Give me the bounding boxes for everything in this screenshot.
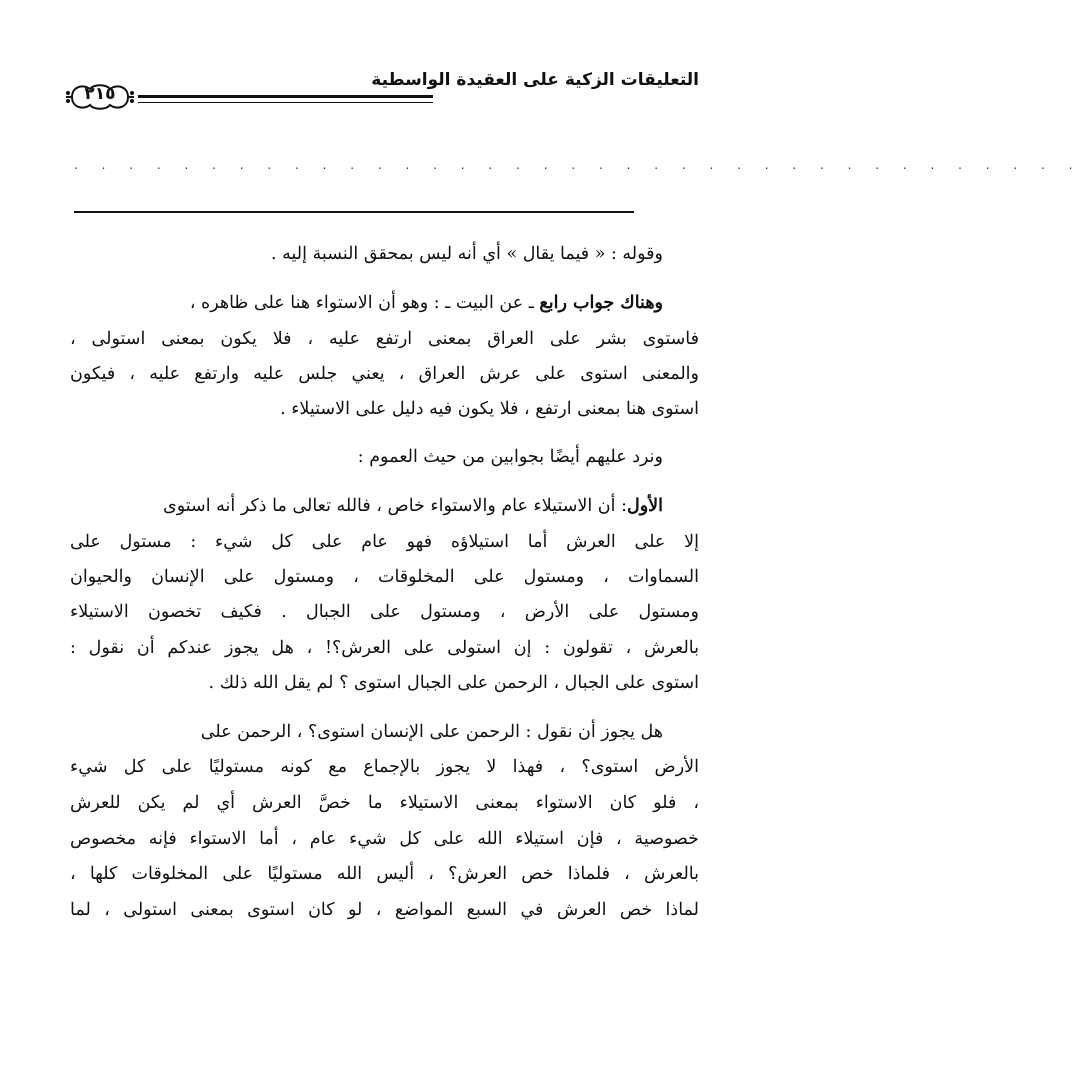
paragraph-4-line: بالعرش ، تقولون : إن استولى على العرش؟! ، هل يجوز عندكم أن نقول : — [70, 638, 699, 658]
fourth-answer-heading: وهناك جواب رابع — [539, 293, 663, 313]
page-number: ٢١٥ — [84, 84, 116, 104]
paragraph-4-line: استوى على الجبال ، الرحمن على الجبال استوى ؟ لم يقل الله ذلك . — [208, 673, 699, 693]
paragraph-3-line — [70, 441, 699, 473]
paragraph-2-line: والمعنى استوى على عرش العراق ، يعني جلس عليه وارتفع عليه ، فيكون — [70, 364, 699, 384]
paragraph-5-line: ، فلو كان الاستواء بمعنى الاستيلاء ما خصَّ العرش أي لم يكن للعرش — [70, 793, 699, 813]
paragraph-4-line — [70, 490, 699, 522]
first-point-heading: الأول — [626, 496, 663, 516]
paragraph-1-line — [70, 238, 699, 270]
paragraph-5-line: بالعرش ، فلماذا خص العرش؟ ، أليس الله مستوليًا على المخلوقات كلها ، — [70, 864, 699, 884]
footnote-dots: . . . . . . . . . . . . . . . . . . . . . . . . . . . . . . . . . . . . . — [74, 158, 1082, 172]
text-line: هل يجوز أن نقول : الرحمن على الإنسان استوى؟ ، الرحمن على — [200, 722, 663, 742]
section-separator — [74, 211, 634, 213]
paragraph-5-line: لماذا خص العرش في السبع المواضع ، لو كان استوى بمعنى استولى ، لما — [70, 900, 699, 920]
paragraph-2-line: استوى هنا بمعنى ارتفع ، فلا يكون فيه دليل على الاستيلاء . — [280, 399, 699, 419]
paragraph-2-line — [70, 287, 699, 319]
text-line: وقوله : « فيما يقال » أي أنه ليس بمحقق النسبة إليه . — [271, 244, 663, 264]
paragraph-4-line: إلا على العرش أما استيلاؤه فهو عام على كل شيء : مستول على — [70, 532, 699, 552]
header-rule-thick — [138, 95, 433, 98]
paragraph-2-line: فاستوى بشر على العراق بمعنى ارتفع عليه ، فلا يكون بمعنى استولى ، — [70, 329, 699, 349]
text-line: : أن الاستيلاء عام والاستواء خاص ، فالله تعالى ما ذكر أنه استوى — [163, 496, 627, 516]
paragraph-5-line: خصوصية ، فإن استيلاء الله على كل شيء عام ، أما الاستواء فإنه مخصوص — [70, 829, 699, 849]
text-line: ـ عن البيت ـ : وهو أن الاستواء هنا على ظاهره ، — [189, 293, 540, 313]
paragraph-4-line: السماوات ، ومستول على المخلوقات ، ومستول على الإنسان والحيوان — [70, 567, 699, 587]
text-line: ونرد عليهم أيضًا بجوابين من حيث العموم : — [357, 447, 663, 467]
paragraph-5-line: الأرض استوى؟ ، فهذا لا يجوز بالإجماع مع كونه مستوليًا على كل شيء — [70, 757, 699, 777]
running-title: التعليقات الزكية على العقيدة الواسطية — [371, 70, 699, 90]
header-rule-thin — [138, 102, 433, 103]
paragraph-4-line: ومستول على الأرض ، ومستول على الجبال . فكيف تخصون الاستيلاء — [70, 602, 699, 622]
paragraph-5-line — [70, 716, 699, 748]
